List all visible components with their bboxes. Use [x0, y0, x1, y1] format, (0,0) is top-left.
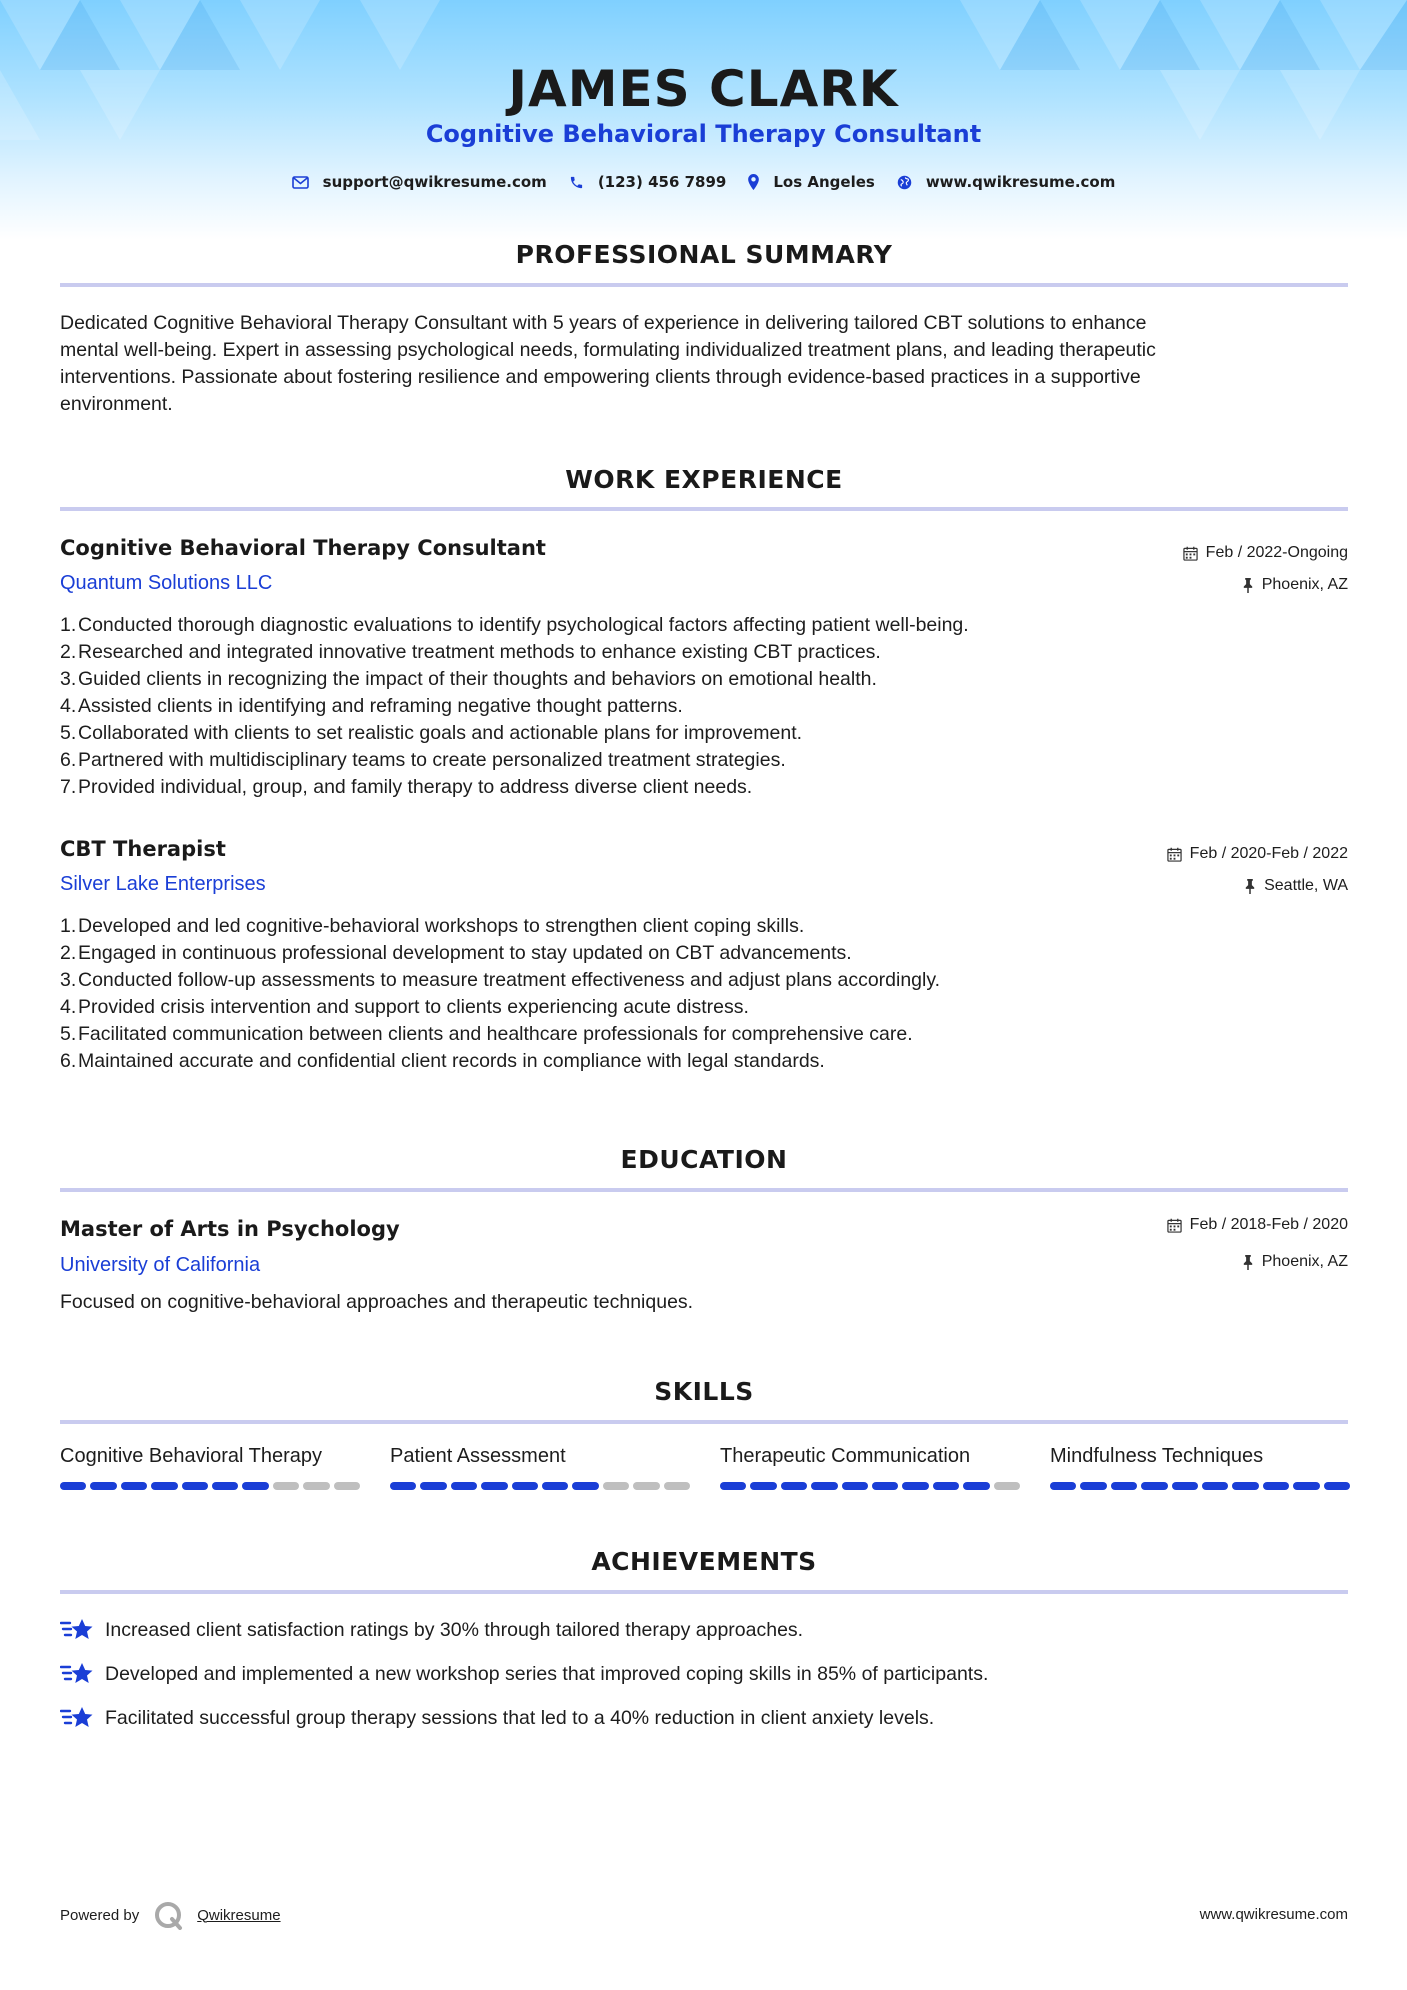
skill-segment-filled [542, 1482, 568, 1490]
powered-by-label: Powered by [60, 1906, 140, 1924]
summary-line: interventions. Passionate about fostering resilience and empowering clients through evidence-based practices in a supportive [60, 366, 1141, 388]
list-item: 6. Maintained accurate and confidential client records in compliance with legal standards. [60, 1050, 825, 1072]
list-item: 2. Researched and integrated innovative treatment methods to enhance existing CBT practices. [60, 641, 881, 663]
skill-segment-filled [1202, 1482, 1228, 1490]
job-company: Quantum Solutions LLC [60, 572, 273, 594]
skills-list [60, 1445, 1350, 1490]
summary-heading: PROFESSIONAL SUMMARY [515, 240, 893, 269]
contact-phone[interactable] [569, 173, 727, 191]
skill-segment-filled [933, 1482, 959, 1490]
envelope-icon [292, 176, 309, 189]
summary-text [60, 310, 1350, 418]
footer-powered-by [60, 1900, 281, 1930]
footer-website[interactable]: www.qwikresume.com [1199, 1906, 1348, 1923]
skills-heading: SKILLS [654, 1377, 754, 1406]
education-school: University of California [60, 1254, 261, 1276]
skill-segment-filled [1172, 1482, 1198, 1490]
job-location [1244, 877, 1348, 895]
skill-level-bar [720, 1482, 1020, 1490]
skill-segment-empty [633, 1482, 659, 1490]
skill-segment-filled [182, 1482, 208, 1490]
education-dates-text: Feb / 2018-Feb / 2020 [1189, 1216, 1348, 1233]
education-description: Focused on cognitive-behavioral approaches and therapeutic techniques. [60, 1291, 694, 1313]
phone-icon [569, 175, 584, 190]
qwikresume-logo-icon [153, 1900, 183, 1930]
summary-line: mental well-being. Expert in assessing psychological needs, formulating individualized treatment plans, and leading therapeutic [60, 339, 1156, 361]
pushpin-icon [1242, 1255, 1254, 1270]
skill-name: Therapeutic Communication [720, 1445, 971, 1467]
summary-divider [60, 283, 1348, 287]
achievement-item [60, 1705, 934, 1731]
skill-item [720, 1445, 1020, 1490]
skill-segment-empty [664, 1482, 690, 1490]
summary-line: environment. [60, 393, 173, 415]
contact-email-text: support@qwikresume.com [322, 173, 547, 191]
shooting-star-icon [60, 1705, 93, 1731]
list-item: 3. Conducted follow-up assessments to measure treatment effectiveness and adjust plans accordingly. [60, 969, 941, 991]
skill-item [390, 1445, 690, 1490]
skill-level-bar [1050, 1482, 1350, 1490]
skill-segment-filled [420, 1482, 446, 1490]
skill-segment-filled [1293, 1482, 1319, 1490]
experience-heading: WORK EXPERIENCE [565, 465, 843, 494]
job-bullets [60, 612, 1350, 801]
contact-location-text: Los Angeles [773, 173, 875, 191]
skill-segment-filled [963, 1482, 989, 1490]
job-title: Cognitive Behavioral Therapy Consultant [60, 536, 546, 560]
pushpin-icon [1242, 578, 1254, 593]
map-pin-icon [748, 174, 759, 190]
skill-level-bar [390, 1482, 690, 1490]
skill-segment-filled [720, 1482, 746, 1490]
list-item: 5. Collaborated with clients to set realistic goals and actionable plans for improvement. [60, 722, 803, 744]
skill-segment-filled [121, 1482, 147, 1490]
skill-segment-filled [1080, 1482, 1106, 1490]
skills-divider [60, 1420, 1348, 1424]
skill-segment-filled [512, 1482, 538, 1490]
job-dates [1183, 544, 1348, 562]
skill-segment-filled [1263, 1482, 1289, 1490]
skill-segment-filled [781, 1482, 807, 1490]
skill-name: Mindfulness Techniques [1050, 1445, 1264, 1467]
experience-divider [60, 507, 1348, 511]
pushpin-icon [1244, 879, 1256, 894]
skill-segment-filled [451, 1482, 477, 1490]
job-location-text: Phoenix, AZ [1261, 576, 1348, 593]
skill-segment-filled [1232, 1482, 1258, 1490]
list-item: 5. Facilitated communication between clients and healthcare professionals for comprehensive care. [60, 1023, 913, 1045]
contact-phone-text: (123) 456 7899 [597, 173, 727, 191]
skill-segment-empty [603, 1482, 629, 1490]
achievement-text: Facilitated successful group therapy sessions that led to a 40% reduction in client anxiety levels. [105, 1706, 935, 1729]
list-item: 2. Engaged in continuous professional development to stay updated on CBT advancements. [60, 942, 852, 964]
calendar-icon [1183, 546, 1198, 561]
list-item: 1. Developed and led cognitive-behavioral workshops to strengthen client coping skills. [60, 915, 805, 937]
contact-bar [0, 173, 1407, 191]
job-location-text: Seattle, WA [1264, 877, 1348, 894]
skill-segment-empty [994, 1482, 1020, 1490]
skill-item [60, 1445, 360, 1490]
skill-segment-filled [242, 1482, 268, 1490]
candidate-title: Cognitive Behavioral Therapy Consultant [425, 120, 982, 148]
skill-segment-filled [481, 1482, 507, 1490]
skill-segment-empty [334, 1482, 360, 1490]
skill-segment-filled [902, 1482, 928, 1490]
skill-level-bar [60, 1482, 360, 1490]
job-company: Silver Lake Enterprises [60, 873, 266, 895]
education-heading: EDUCATION [620, 1145, 788, 1174]
job-dates [1167, 845, 1348, 863]
education-degree: Master of Arts in Psychology [60, 1217, 400, 1241]
job-title: CBT Therapist [60, 837, 226, 861]
education-divider [60, 1188, 1348, 1192]
summary-line: Dedicated Cognitive Behavioral Therapy Consultant with 5 years of experience in delivering tailored CBT solutions to enhance [60, 312, 1147, 334]
education-location [1242, 1253, 1348, 1271]
contact-email[interactable] [292, 173, 547, 191]
calendar-icon [1167, 847, 1182, 862]
job-dates-text: Feb / 2020-Feb / 2022 [1189, 845, 1348, 862]
achievement-item [60, 1661, 988, 1687]
skill-segment-filled [60, 1482, 86, 1490]
job-location [1242, 576, 1348, 594]
skill-name: Patient Assessment [390, 1445, 566, 1467]
skill-segment-filled [842, 1482, 868, 1490]
candidate-name: JAMES CLARK [508, 60, 899, 118]
list-item: 4. Assisted clients in identifying and reframing negative thought patterns. [60, 695, 683, 717]
contact-website-text: www.qwikresume.com [925, 173, 1116, 191]
education-location-text: Phoenix, AZ [1261, 1253, 1348, 1270]
achievements-divider [60, 1590, 1348, 1594]
skill-segment-filled [750, 1482, 776, 1490]
list-item: 4. Provided crisis intervention and support to clients experiencing acute distress. [60, 996, 749, 1018]
skill-segment-filled [151, 1482, 177, 1490]
skill-segment-filled [1050, 1482, 1076, 1490]
shooting-star-icon [60, 1617, 93, 1643]
skill-segment-filled [1324, 1482, 1350, 1490]
globe-icon [897, 175, 912, 190]
skill-segment-empty [303, 1482, 329, 1490]
list-item: 1. Conducted thorough diagnostic evaluations to identify psychological factors affecting patient well-being. [60, 614, 969, 636]
skill-item [1050, 1445, 1350, 1490]
skill-segment-filled [872, 1482, 898, 1490]
qwikresume-link[interactable]: Qwikresume [197, 1906, 281, 1924]
skill-segment-filled [212, 1482, 238, 1490]
list-item: 7. Provided individual, group, and family therapy to address diverse client needs. [60, 776, 753, 798]
skill-segment-empty [273, 1482, 299, 1490]
job-dates-text: Feb / 2022-Ongoing [1205, 544, 1348, 561]
skill-segment-filled [390, 1482, 416, 1490]
contact-website[interactable] [897, 173, 1116, 191]
skill-segment-filled [811, 1482, 837, 1490]
achievements-heading: ACHIEVEMENTS [591, 1547, 817, 1576]
education-dates [1167, 1216, 1348, 1234]
achievement-item [60, 1617, 803, 1643]
list-item: 6. Partnered with multidisciplinary teams to create personalized treatment strategies. [60, 749, 786, 771]
skill-name: Cognitive Behavioral Therapy [60, 1445, 323, 1467]
job-bullets [60, 913, 1350, 1075]
skill-segment-filled [90, 1482, 116, 1490]
calendar-icon [1167, 1218, 1182, 1233]
achievement-text: Developed and implemented a new workshop series that improved coping skills in 85% of participants. [105, 1662, 989, 1685]
skill-segment-filled [1141, 1482, 1167, 1490]
skill-segment-filled [572, 1482, 598, 1490]
shooting-star-icon [60, 1661, 93, 1687]
skill-segment-filled [1111, 1482, 1137, 1490]
achievement-text: Increased client satisfaction ratings by 30% through tailored therapy approaches. [105, 1618, 804, 1641]
list-item: 3. Guided clients in recognizing the impact of their thoughts and behaviors on emotional health. [60, 668, 877, 690]
contact-location [748, 173, 874, 191]
